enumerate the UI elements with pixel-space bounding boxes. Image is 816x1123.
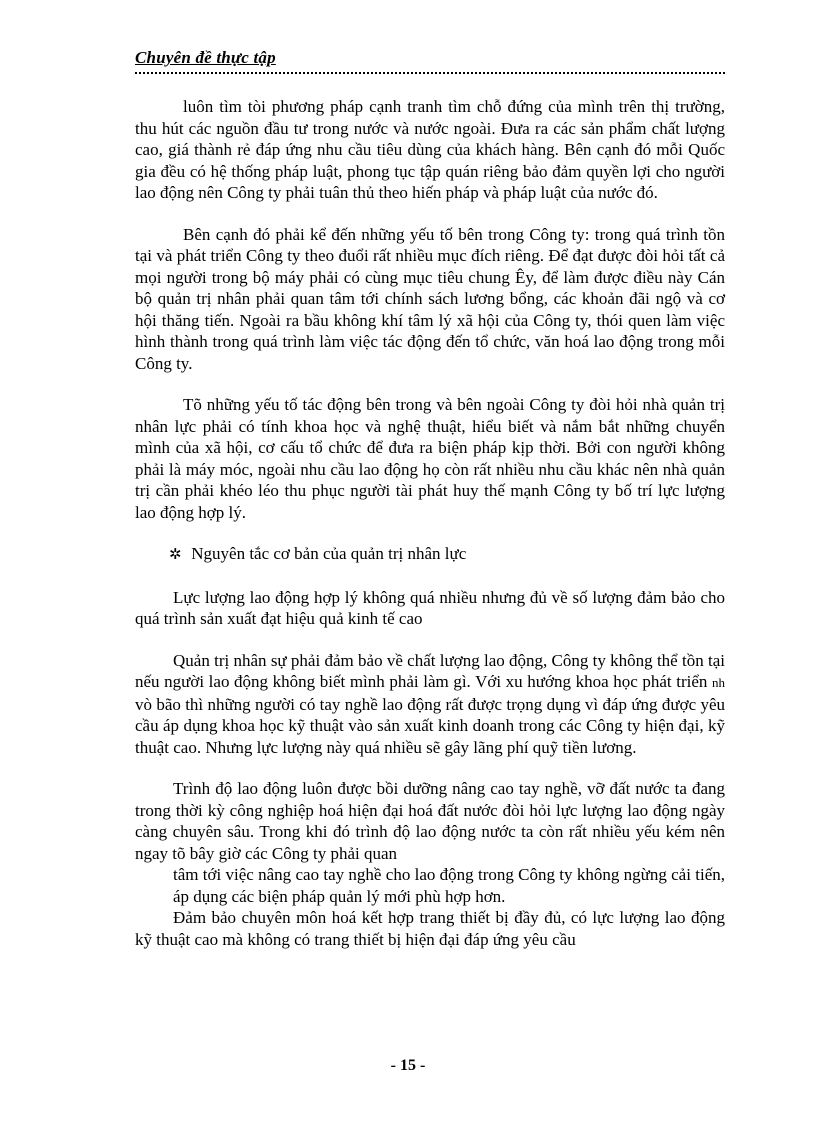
header-title: Chuyên đề thực tập — [135, 48, 276, 67]
paragraph-4: Lực lượng lao động hợp lý không quá nhiều nhưng đủ về số lượng đảm bảo cho quá trình sản xuất đạt hiệu quả kinh tế cao — [135, 587, 725, 628]
paragraph-3: Tõ những yếu tố tác động bên trong và bên ngoài Công ty đòi hỏi nhà quản trị nhân lực phải có tính khoa học và nghệ thuật, hiểu biết và nắm bắt những chuyển mình của xã hội, cơ cấu tổ chức để đưa ra biện pháp kịp thời. Bởi con người không phải là máy móc, ngoài nhu cầu lao động họ còn rất nhiều nhu cầu khác nên nhà quản trị cần phải khéo léo thu phục người tài phát huy thế mạnh Công ty bố trí lực lượng lao động hợp lý. — [135, 395, 725, 522]
paragraph-6a: Trình độ lao động luôn được bồi dưỡng nâng cao tay nghề, vỡ đất nước ta đang trong thời kỳ công nghiệp hoá hiện đại hoá đất nước đòi hỏi lực lượng lao động ngày càng chuyên sâu. Trong khi đó trình độ lao động nước ta còn rất nhiều yếu kém nên ngay tõ bây giờ các Công ty phải quan — [135, 779, 725, 863]
paragraph-5 — [135, 650, 725, 759]
paragraph-7: Đảm bảo chuyên môn hoá kết hợp trang thiết bị đầy đủ, có lực lượng lao động kỹ thuật cao mà không có trang thiết bị hiện đại đáp ứng yêu cầu — [135, 908, 725, 949]
section-heading: Nguyên tắc cơ bản của quản trị nhân lực — [191, 544, 467, 563]
paragraph-5-part-b: vò bão thì những người có tay nghề lao động rất được trọng dụng vì đáp ứng được yêu cầu áp dụng khoa học kỹ thuật vào sản xuất kinh doanh trong các Công ty hiện đại, kỹ thuật cao. Nhưng lực lượng này quá nhiều sẽ gây lãng phí quỹ tiền lương. — [135, 694, 725, 757]
section-bullet — [169, 543, 725, 567]
paragraph-6b: tâm tới việc nâng cao tay nghề cho lao động trong Công ty không ngừng cải tiến, áp dụng các biện pháp quản lý mới phù hợp hơn. — [173, 865, 725, 906]
page-number: - 15 - — [390, 1057, 426, 1074]
paragraph-5-small-text: nh — [712, 675, 725, 690]
header-divider — [135, 69, 725, 74]
paragraph-2: Bên cạnh đó phải kể đến những yếu tố bên trong Công ty: trong quá trình tồn tại và phát triển Công ty theo đuổi rất nhiều mục đích riêng. Để đạt được đòi hỏi tất cả mọi người trong bộ máy phải có cùng mục tiêu chung Êy, để làm được điều này Cán bộ quản trị nhân phải quan tâm tới chính sách lương bổng, các khoản đãi ngộ và cơ hội thăng tiến. Ngoài ra bầu không khí tâm lý xã hội của Công ty, thói quen làm việc hình thành trong quá trình làm việc tác động đến tổ chức, văn hoá lao động trong mỗi Công ty. — [135, 224, 725, 373]
document-body — [135, 96, 725, 970]
paragraph-1: luôn tìm tòi phương pháp cạnh tranh tìm chỗ đứng của mình trên thị trường, thu hút các nguồn đầu tư trong nước và nước ngoài. Đưa ra các sản phẩm chất lượng cao, giá thành rẻ đáp ứng nhu cầu tiêu dùng của khách hàng. Bên cạnh đó mỗi Quốc gia đều có hệ thống pháp luật, phong tục tập quán riêng bảo đảm quyền lợi cho người lao động nên Công ty phải tuân thủ theo hiến pháp và pháp luật của nước đó. — [135, 97, 725, 202]
paragraph-5-part-a: Quản trị nhân sự phải đảm bảo về chất lượng lao động, Công ty không thể tồn tại nếu người lao động không biết mình phải làm gì. Với xu hướng khoa học phát triển — [135, 650, 725, 691]
page-header — [135, 48, 725, 68]
asterisk-bullet-icon: ✲ — [169, 547, 182, 563]
